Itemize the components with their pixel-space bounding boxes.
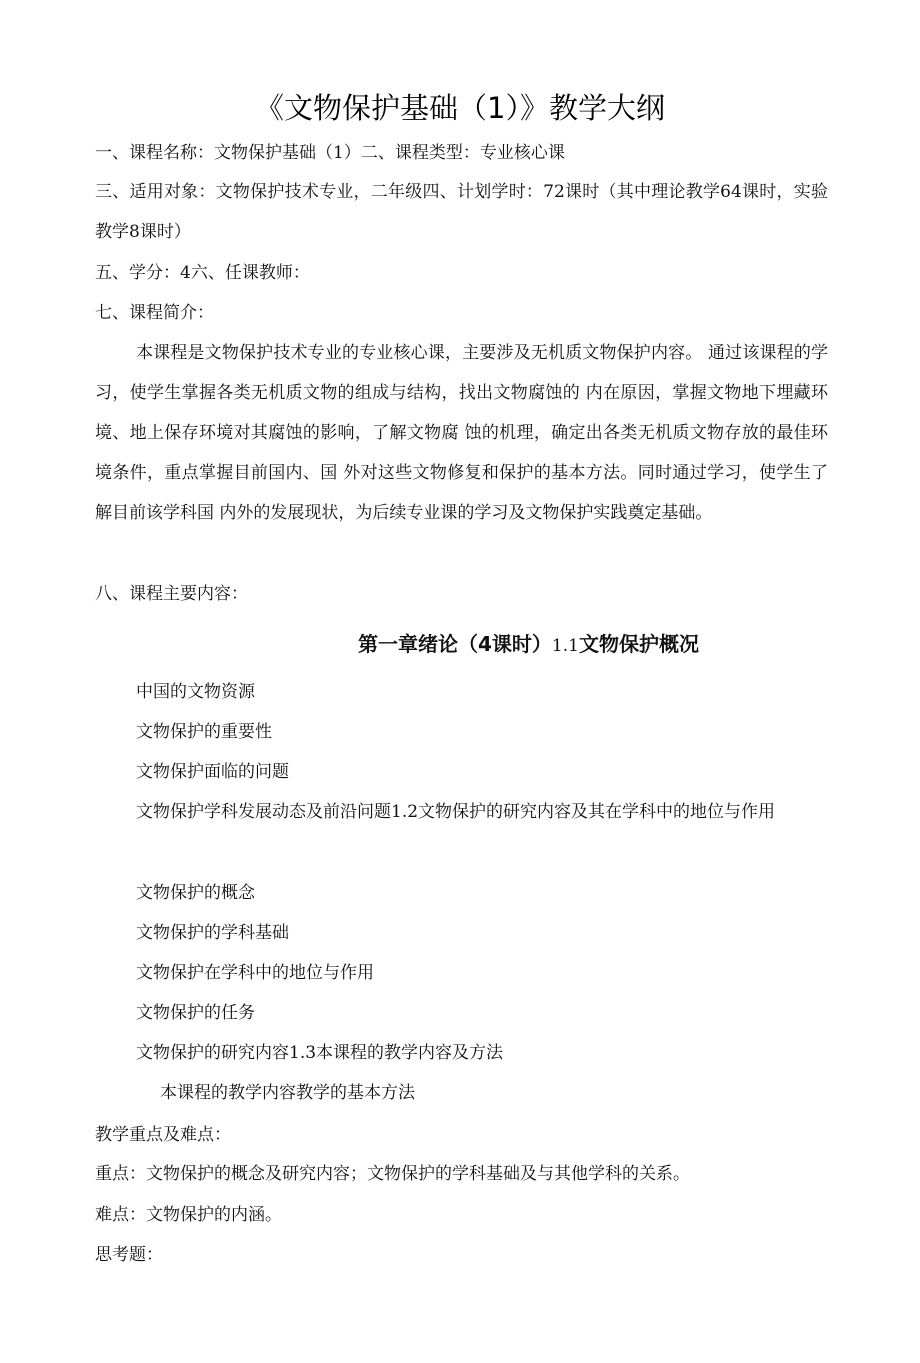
intro-paragraph: 本课程是文物保护技术专业的专业核心课，主要涉及无机质文物保护内容。 通过该课程的学习，使学生掌握各类无机质文物的组成与结构，找出文物腐蚀的 内在原因，掌握文物地下埋藏环境、地上保存环境对其腐蚀的影响，了解文物腐 蚀的机理，确定出各类无机质文物存放的最佳环境条件，重点掌握目前国内、国 外对这些文物修复和保护的基本方法。同时通过学习，使学生了解目前该学科国 内外的发展现状，为后续专业课的学习及文物保护实践奠定基础。 [95, 343, 828, 523]
key-point-line: 重点：文物保护的概念及研究内容；文物保护的学科基础及与其他学科的关系。 [95, 1164, 690, 1184]
intro-heading: 七、课程简介： [95, 303, 214, 323]
difficulty-line: 难点：文物保护的内涵。 [95, 1205, 282, 1225]
questions-heading: 思考题： [95, 1245, 163, 1265]
list-item: 文物保护在学科中的地位与作用 [136, 963, 374, 983]
list-item: 文物保护的任务 [136, 1003, 255, 1023]
chapter-section-title: 文物保护概况 [578, 632, 699, 656]
chapter-title: 第一章绪论（4课时） [358, 632, 552, 656]
list-item: 中国的文物资源 [136, 682, 255, 702]
list-item: 文物保护面临的问题 [136, 762, 289, 782]
list-item: 文物保护的研究内容1.3本课程的教学内容及方法 [136, 1043, 504, 1063]
list-item: 文物保护的概念 [136, 883, 255, 903]
chapter-section-number: 1.1 [551, 636, 579, 656]
page-title: 《文物保护基础（1）》教学大纲 [255, 91, 665, 125]
list-item: 本课程的教学内容教学的基本方法 [160, 1083, 415, 1103]
course-name-line: 一、课程名称：文物保护基础（1）二、课程类型：专业核心课 [95, 143, 565, 163]
list-item: 文物保护的重要性 [136, 722, 272, 742]
credits-line: 五、学分：4六、任课教师： [95, 263, 310, 283]
chapter-heading [358, 630, 699, 660]
key-points-heading: 教学重点及难点： [95, 1125, 231, 1145]
main-content-heading: 八、课程主要内容： [95, 584, 248, 604]
list-item: 文物保护学科发展动态及前沿问题1.2文物保护的研究内容及其在学科中的地位与作用 [136, 802, 776, 822]
list-item: 文物保护的学科基础 [136, 923, 289, 943]
target-audience-line: 三、适用对象：文物保护技术专业，二年级四、计划学时：72课时（其中理论教学64课时，实验教学8课时） [95, 182, 828, 242]
